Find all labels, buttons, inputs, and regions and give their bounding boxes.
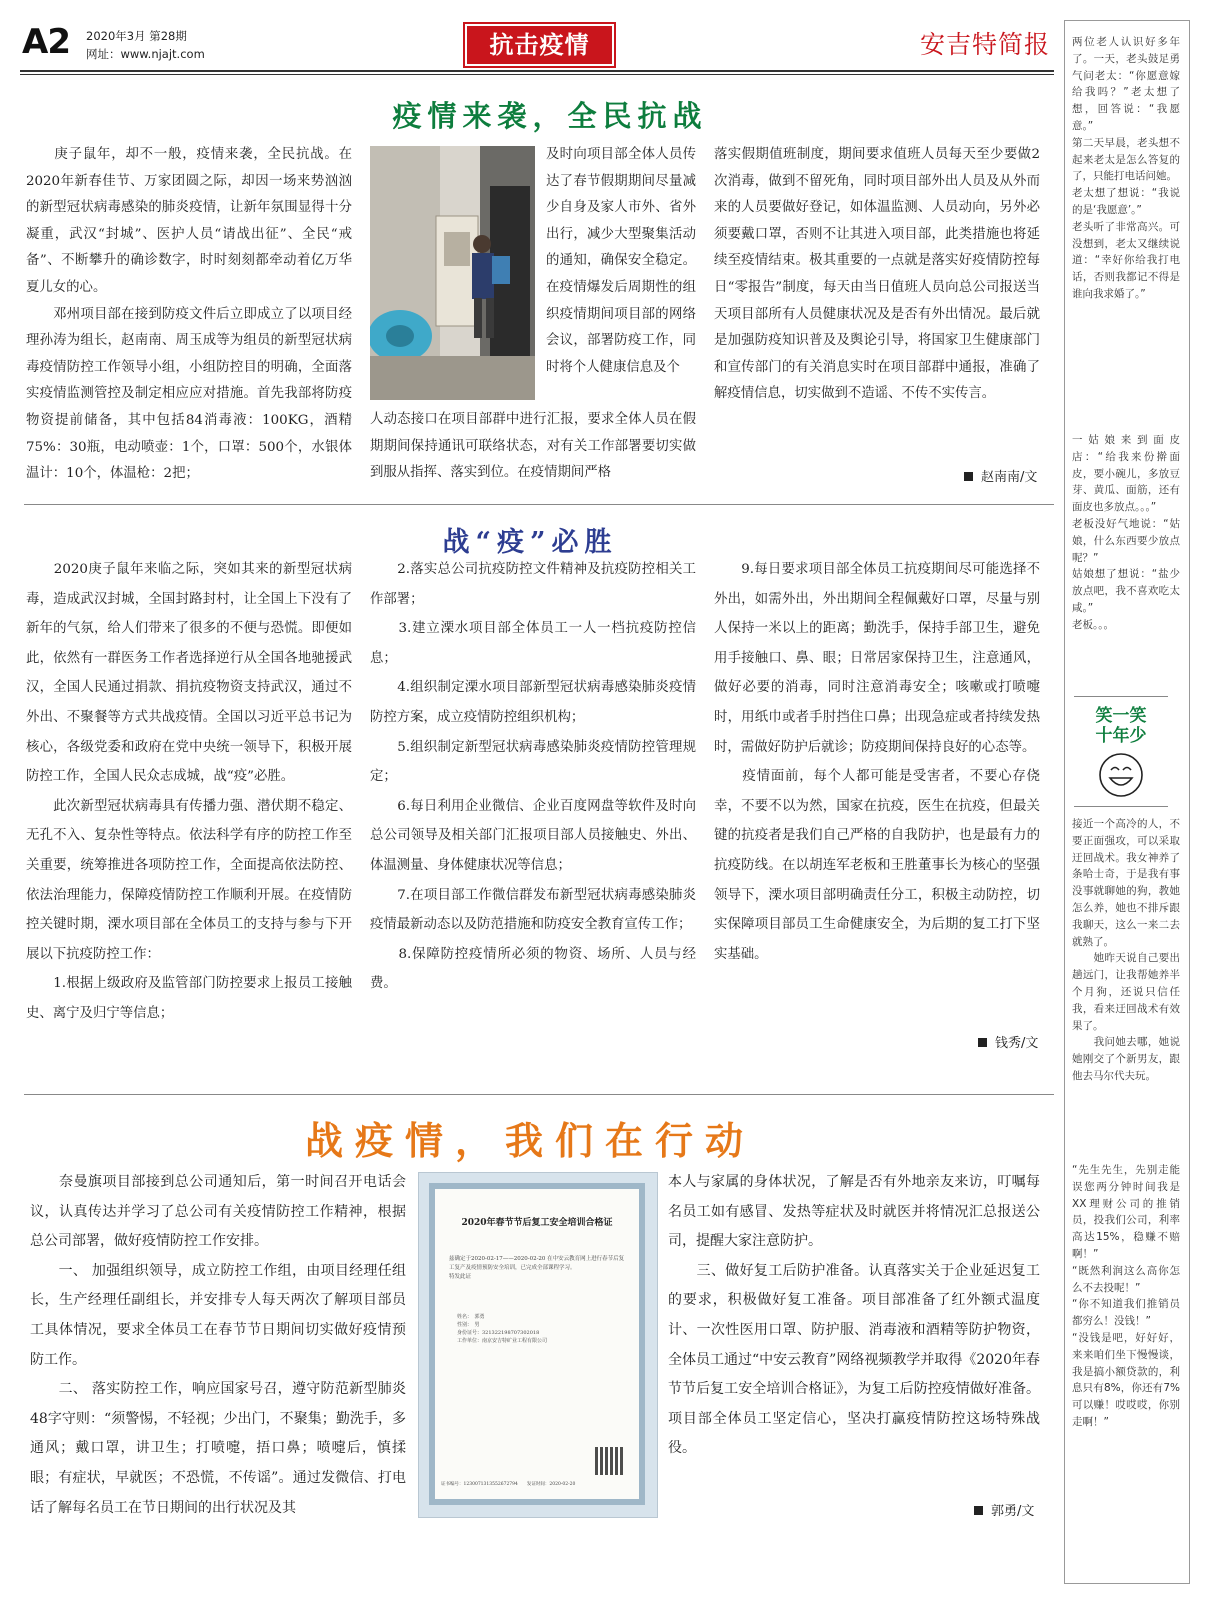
article1-photo: [370, 146, 535, 400]
masthead-rule-bottom: [20, 74, 1054, 75]
article1-col1: 庚子鼠年，却不一般，疫情来袭，全民抗战。在2020年新春佳节、万家团圆之际，却因一场来势汹汹的新型冠状病毒感染的肺炎疫情，让新年氛围显得十分凝重，武汉“封城”、医护人员“请战出征”、全民“戒备”、不断攀升的确诊数字，时时刻刻都牵动着亿万华夏儿女的心。 邓州项目部在接到防疫文件后立即成立了以项目经理孙涛为组长，赵南南、周玉成等为组员的新型冠状病毒疫情防控工作领导小组，小组防控目的明确，全面落实疫情监测管控及制定相应应对措施。首先我部将防疫物资提前储备，其中包括84消毒液：100KG，酒精75%：30瓶，电动喷壶：1个，口罩：500个，水银体温计：10个，体温枪：2把；: [26, 147, 352, 482]
certificate-fields: 姓名： 郭勇 性别： 男 身份证号：321322198707302018 工作单位：南京安吉特矿业工程有限公司: [457, 1314, 548, 1344]
certificate-image: [418, 1172, 658, 1518]
sidebar-joke-4: “先生先生，先别走能误您两分钟时间我是XX理财公司的推销员，投我们公司，利率高达15%，稳赚不赔啊！” “既然利润这么高你怎么不去投呢！” “你不知道我们推销员都穷么！没钱！” “没钱是吧，好好好，来来咱们坐下慢慢谈，我是搞小额贷款的，利息只有8%，你还有7%可以赚！哎哎哎，你别走啊！”: [1072, 1164, 1180, 1428]
article2-author: [978, 1032, 1038, 1051]
page-number: A2: [22, 22, 70, 62]
smiley-icon: [1098, 752, 1144, 798]
article3-author: [974, 1500, 1034, 1519]
certificate-body: 兹确定于2020-02-17——2020-02-20 在中安云教育网上进行春节后复工复产及疫情预防安全培训，已完成全部课程学习。 特发此证: [449, 1256, 625, 1280]
article1-col2-bottom: 人动态接口在项目部群中进行汇报，要求全体人员在假期期间保持通讯可联络状态，对有关工作部署要切实做到服从指挥、落实到位。在疫情期间严格: [370, 412, 696, 481]
paper-name: 安吉特简报: [919, 30, 1050, 59]
sidebar-joke-1: 两位老人认识好多年了。一天，老头鼓足勇气问老太：“你愿意嫁给我吗？”老太想了想，回答说：“我愿意。” 第二天早晨，老头想不起来老太是怎么答复的了，只能打电话问她。 老太想了想说：“我说的是‘我愿意’。” 老头听了非常高兴。可没想到，老太又继续说道：“幸好你给我打电话，否则我都记不得是谁向我求婚了。”: [1072, 36, 1180, 300]
article1-col3: 落实假期值班制度，期间要求值班人员每天至少要做2次消毒，做到不留死角，同时项目部外出人员及从外而来的人员要做好登记，如体温监测、人员动向，另外必须要戴口罩，否则不让其进入项目部，此类措施也将延续至疫情结束。极其重要的一点就是落实好疫情防控每日“零报告”制度，每天由当日值班人员向总公司报送当天项目部所有人员健康状况及是否有外出情况。最后就是加强防疫知识普及及舆论引导，将国家卫生健康部门和宣传部门的有关消息实时在项目部群中通报，准确了解疫情信息，切实做到不造谣、不传不实传言。: [714, 147, 1040, 402]
article3-col1: 奈曼旗项目部接到总公司通知后，第一时间召开电话会议，认真传达并学习了总公司有关疫情防控工作精神，根据总公司部署，做好疫情防控工作安排。 一、 加强组织领导，成立防控工作组，由项目经理任组长，生产经理任副组长，并安排专人每天两次了解项目部员工具体情况，要求全体员工在春节节日期间切实做好疫情预防工作。 二、 落实防控工作，响应国家号召，遵守防范新型肺炎48字守则：“须警惕，不轻视；少出门，不聚集；勤洗手，多通风；戴口罩，讲卫生；打喷嚏，捂口鼻；喷嚏后，慎揉眼；有症状，早就医；不恐慌，不传谣”。通过发微信、打电话了解每名员工在节日期间的出行状况及其: [30, 1174, 406, 1516]
article1-rule: [24, 504, 1054, 505]
sidebar-column-title: 笑一笑十年少: [1095, 706, 1147, 746]
article1-title: 疫情来袭，全民抗战: [392, 99, 708, 133]
certificate-footer: 证书编号：1230071313552672794 发证时间：2020-02-20: [441, 1482, 576, 1487]
masthead: [20, 20, 1054, 70]
section-title: 抗击疫情: [489, 31, 590, 59]
sidebar-divider-bottom: [1074, 806, 1168, 807]
article2-col3: 9.每日要求项目部全体员工抗疫期间尽可能选择不外出，如需外出，外出期间全程佩戴好口罩，尽量与别人保持一米以上的距离；勤洗手，保持手部卫生，避免用手接触口、鼻、眼；日常居家保持卫生，注意通风，做好必要的消毒，同时注意消毒安全；咳嗽或打喷嚏时，用纸巾或者手肘挡住口鼻；出现急症或者持续发热时，需做好防护后就诊；防疫期间保持良好的心态等。 疫情面前，每个人都可能是受害者，不要心存侥幸，不要不以为然，国家在抗疫，医生在抗疫，但最关键的抗疫者是我们自己严格的自我防护，也是最有力的抗疫防线。在以胡连军老板和王胜董事长为核心的坚强领导下，溧水项目部明确责任分工，积极主动防控，切实保障项目部员工生命健康安全，为后期的复工打下坚实基础。: [714, 562, 1040, 962]
article2-col1: 2020庚子鼠年来临之际，突如其来的新型冠状病毒，造成武汉封城，全国封路封村，让全国上下没有了新年的气氛，给人们带来了很多的不便与恐慌。即便如此，依然有一群医务工作者选择逆行从全国各地驰援武汉，全国人民通过捐款、捐抗疫物资支持武汉，通过不外出、不聚餐等方式共战疫情。全国以习近平总书记为核心，各级党委和政府在党中央统一领导下，积极开展防控工作，全国人民众志成城，战“疫”必胜。 此次新型冠状病毒具有传播力强、潜伏期不稳定、无孔不入、复杂性等特点。依法科学有序的防控工作至关重要，统筹推进各项防控工作，全面提高依法防控、依法治理能力，保障疫情防控工作顺利开展。在疫情防控关键时期，溧水项目部在全体员工的支持与参与下开展以下抗疫防控工作： 1.根据上级政府及监管部门防控要求上报员工接触史、离宁及归宁等信息；: [26, 562, 352, 1021]
article3-title: 战疫情，我们在行动: [304, 1118, 755, 1163]
author-name: 郭勇/文: [991, 1504, 1035, 1519]
issue-info: 2020年3月 第28期: [86, 29, 187, 43]
article1-author: [964, 466, 1037, 485]
sidebar-joke-3: 接近一个高冷的人，不要正面强攻，可以采取迂回战术。我女神养了条哈士奇，于是我有事没事就聊她的狗，教她怎么养，她也不排斥跟我聊天，这么一来二去就熟了。 她昨天说自己要出趟远门，让我帮她养半个月狗，还说只信任我，看来迂回战术有效果了。 我问她去哪，她说她刚交了个新男友，跟他去马尔代夫玩。: [1072, 818, 1180, 1082]
certificate-paper: [429, 1183, 645, 1505]
certificate-title: 2020年春节节后复工安全培训合格证: [461, 1218, 613, 1228]
author-name: 钱秀/文: [995, 1036, 1039, 1051]
article2-rule: [24, 1094, 1054, 1095]
article1-col2-top: 及时向项目部全体人员传达了春节假期期间尽量减少自身及家人市外、省外出行，减少大型聚集活动的通知，确保安全稳定。在疫情爆发后周期性的组织疫情期间项目部的网络会议，部署防疫工作，同时将个人健康信息及个: [546, 147, 696, 375]
masthead-rule-top: [20, 70, 1054, 72]
article2-col2: 2.落实总公司抗疫防控文件精神及抗疫防控相关工作部署； 3.建立溧水项目部全体员工一人一档抗疫防控信息； 4.组织制定溧水项目部新型冠状病毒感染肺炎疫情防控方案，成立疫情防控组织机构； 5.组织制定新型冠状病毒感染肺炎疫情防控管理规定； 6.每日利用企业微信、企业百度网盘等软件及时向总公司领导及相关部门汇报项目部人员接触史、外出、体温测量、身体健康状况等信息； 7.在项目部工作微信群发布新型冠状病毒感染肺炎疫情最新动态以及防范措施和防疫安全教育宣传工作； 8.保障防控疫情所必须的物资、场所、人员与经费。: [370, 562, 696, 992]
sidebar-joke-2: 一姑娘来到面皮店：“给我来份擀面皮，要小碗儿，多放豆芽、黄瓜、面筋，还有面皮也多放点。。。” 老板没好气地说：“姑娘，什么东西要少放点呢？” 姑娘想了想说：“盐少放点吧，我不喜欢吃太咸。” 老板。。。: [1072, 434, 1180, 631]
section-banner: [465, 24, 614, 66]
website-link[interactable]: 网址：www.njajt.com: [86, 47, 205, 61]
qr-code-icon: [595, 1447, 623, 1475]
article2-title: 战“疫”必胜: [442, 527, 618, 558]
article3-col3: 本人与家属的身体状况，了解是否有外地亲友来访，叮嘱每名员工如有感冒、发热等症状及时就医并将情况汇总报送公司，提醒大家注意防护。 三、做好复工后防护准备。认真落实关于企业延迟复工的要求，积极做好复工准备。项目部准备了红外额式温度计、一次性医用口罩、防护服、消毒液和酒精等防护物资，全体员工通过“中安云教育”网络视频教学并取得《2020年春节节后复工安全培训合格证》，为复工后防控疫情做好准备。项目部全体员工坚定信心，坚决打赢疫情防控这场特殊战役。: [668, 1174, 1040, 1457]
sidebar-divider-top: [1074, 696, 1168, 697]
author-name: 赵南南/文: [981, 470, 1038, 485]
